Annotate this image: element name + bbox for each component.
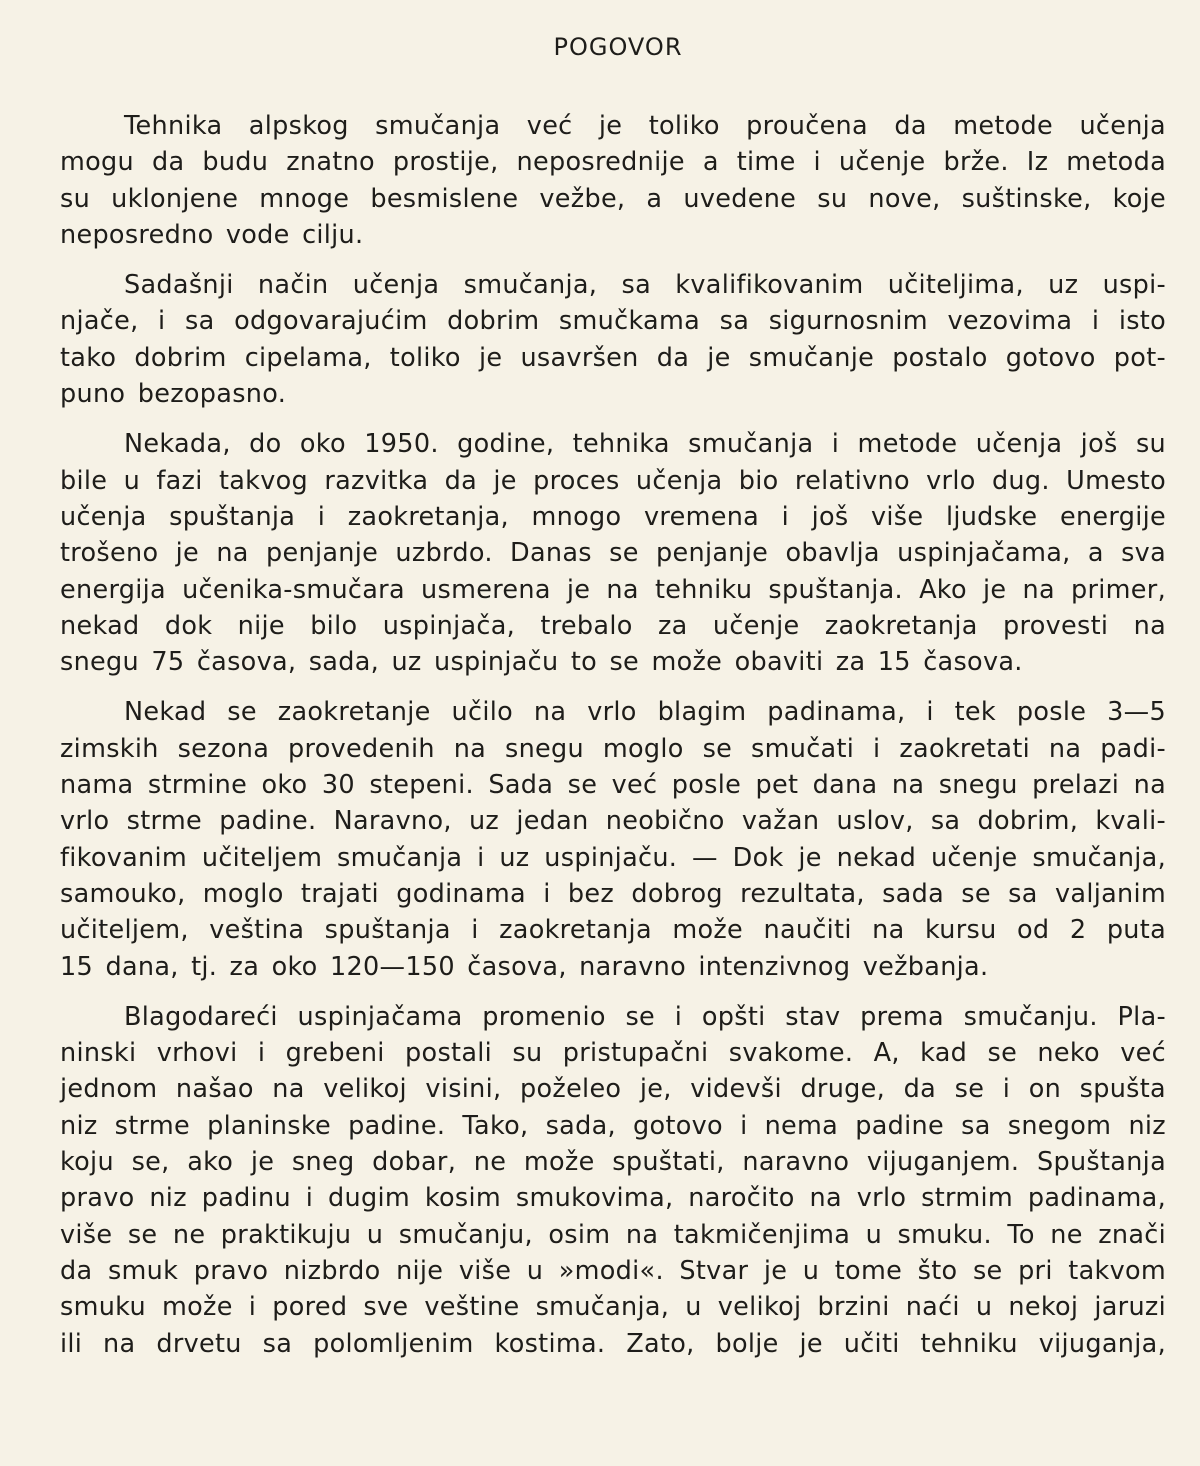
text-line: koju se, ako je sneg dobar, ne može spuštati, naravno vijuganjem. Spuštanja <box>60 1147 1166 1178</box>
text-line: tako dobrim cipelama, toliko je usavršen da je smučanje postalo gotovo pot- <box>60 342 1166 373</box>
text-line: zimskih sezona provedenih na snegu moglo se smučati i zaokretati na padi- <box>60 733 1166 764</box>
text-line: učenja spuštanja i zaokretanja, mnogo vremena i još više ljudske energije <box>60 501 1166 532</box>
text-line: učiteljem, veština spuštanja i zaokretanja može naučiti na kursu od 2 puta <box>60 915 1166 946</box>
text-line: neposredno vode cilju. <box>60 219 364 250</box>
text-line: da smuk pravo nizbrdo nije više u »modi«. Stvar je u tome što se pri takvom <box>60 1255 1166 1286</box>
text-line: puno bezopasno. <box>60 379 287 410</box>
text-line: energija učenika-smučara usmerena je na tehniku spuštanja. Ako je na primer, <box>60 574 1166 605</box>
text-line: smuku može i pored sve veštine smučanja, u velikoj brzini naći u nekoj jaruzi <box>60 1292 1166 1323</box>
text-line: niz strme planinske padine. Tako, sada, gotovo i nema padine sa snegom niz <box>60 1110 1166 1141</box>
paragraph <box>60 999 1166 1362</box>
text-line: ili na drvetu sa polomljenim kostima. Zato, bolje je učiti tehniku vijuganja, <box>60 1328 1166 1359</box>
text-line: nama strmine oko 30 stepeni. Sada se već posle pet dana na snegu prelazi na <box>60 770 1166 801</box>
text-line: su uklonjene mnoge besmislene vežbe, a uvedene su nove, suštinske, koje <box>60 183 1166 214</box>
text-line: samouko, moglo trajati godinama i bez dobrog rezultata, sada se sa valjanim <box>60 878 1166 909</box>
text-line: trošeno je na penjanje uzbrdo. Danas se penjanje obavlja uspinjačama, a sva <box>60 538 1166 569</box>
text-line: Nekada, do oko 1950. godine, tehnika smučanja i metode učenja još su <box>124 429 1166 460</box>
text-line: pravo niz padinu i dugim kosim smukovima, naročito na vrlo strmim padinama, <box>60 1183 1166 1214</box>
text-line: Tehnika alpskog smučanja već je toliko proučena da metode učenja <box>124 111 1166 141</box>
paragraph <box>60 694 1166 984</box>
text-line: vrlo strme padine. Naravno, uz jedan neobično važan uslov, sa dobrim, kvali- <box>60 806 1166 837</box>
text-line: 15 dana, tj. za oko 120—150 časova, naravno intenzivnog vežbanja. <box>60 951 989 982</box>
text-line: ninski vrhovi i grebeni postali su pristupačni svakome. A, kad se neko već <box>60 1038 1166 1069</box>
text-line: mogu da budu znatno prostije, neposrednije a time i učenje brže. Iz metoda <box>60 147 1166 178</box>
text-line: Nekad se zaokretanje učilo na vrlo blagim padinama, i tek posle 3—5 <box>124 697 1166 728</box>
text-line: fikovanim učiteljem smučanja i uz uspinjaču. — Dok je nekad učenje smučanja, <box>60 842 1166 873</box>
text-line: Blagodareći uspinjačama promenio se i opšti stav prema smučanju. Pla- <box>124 1001 1166 1032</box>
text-line: više se ne praktikuju u smučanju, osim na takmičenjima u smuku. To ne znači <box>60 1219 1166 1250</box>
text-line: njače, i sa odgovarajućim dobrim smučkama sa sigurnosnim vezovima i isto <box>60 306 1166 337</box>
text-line: jednom našao na velikoj visini, poželeo je, videvši druge, da se i on spušta <box>60 1074 1166 1105</box>
text-line: bile u fazi takvog razvitka da je proces učenja bio relativno vrlo dug. Umesto <box>60 465 1166 496</box>
paragraph <box>60 267 1166 412</box>
text-line: snegu 75 časova, sada, uz uspinjaču to se može obaviti za 15 časova. <box>60 647 1023 678</box>
paragraph <box>60 108 1166 253</box>
text-line: Sadašnji način učenja smučanja, sa kvalifikovanim učiteljima, uz uspi- <box>124 270 1166 301</box>
paragraph <box>60 426 1166 680</box>
page-title: POGOVOR <box>553 33 683 61</box>
body-text <box>60 108 1166 1362</box>
text-line: nekad dok nije bilo uspinjača, trebalo za učenje zaokretanja provesti na <box>60 610 1166 641</box>
